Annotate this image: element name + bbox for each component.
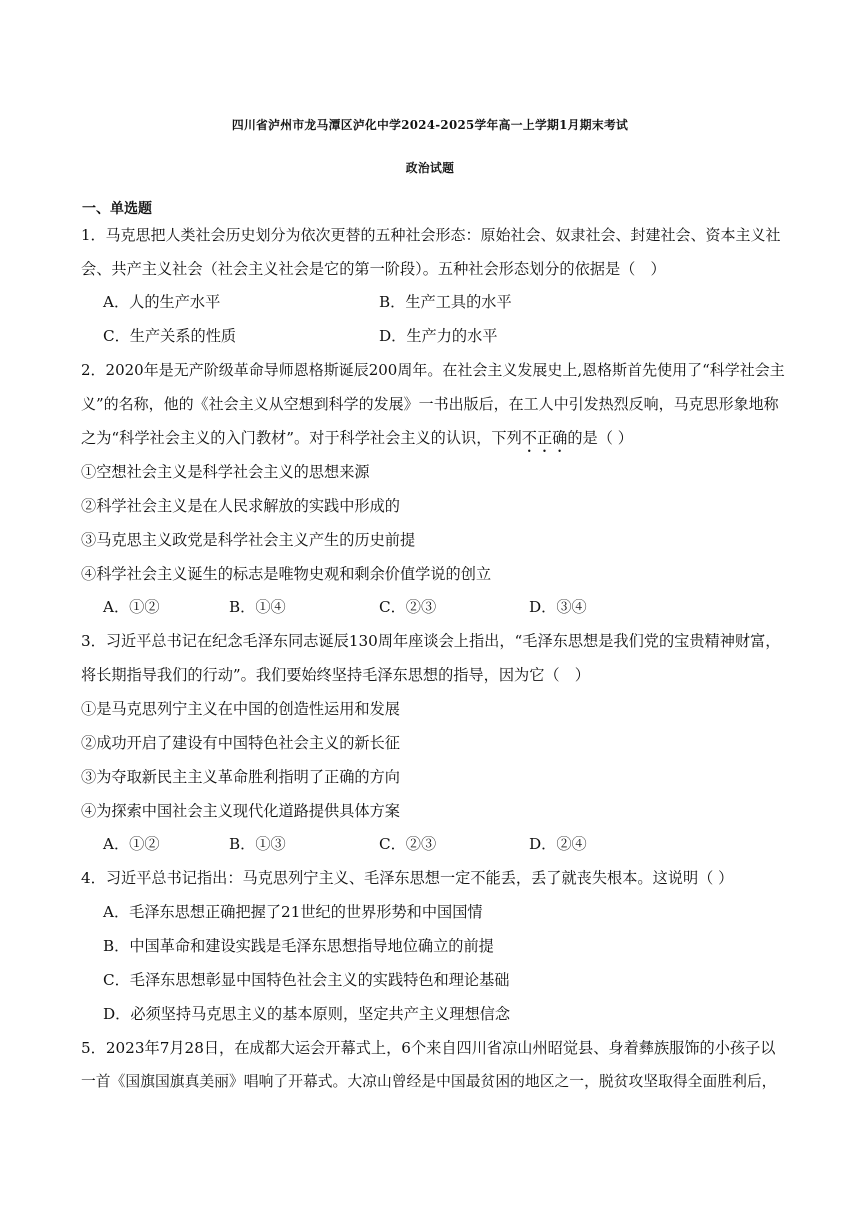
question-3-option-b: B．①③ [229,835,286,853]
question-3-option-c: C．②③ [379,835,437,853]
question-2-item-2: ②科学社会主义是在人民求解放的实践中形成的 [81,497,400,515]
question-3-text-line-2: 将长期指导我们的行动”。我们要始终坚持毛泽东思想的指导，因为它（ ） [81,666,590,684]
question-3-option-a: A．①② [103,835,160,853]
question-1-option-b: B．生产工具的水平 [379,293,512,311]
question-3-text-line-1: 3．习近平总书记在纪念毛泽东同志诞辰130周年座谈会上指出，“毛泽东思想是我们党的宝贵精神财富， [81,632,781,650]
question-3-item-1: ①是马克思列宁主义在中国的创造性运用和发展 [81,700,400,718]
question-2-option-a: A．①② [103,598,160,616]
question-4-text-line-1: 4．习近平总书记指出：马克思列宁主义、毛泽东思想一定不能丢，丢了就丧失根本。这说明（ ） [81,869,734,887]
question-2-item-1: ①空想社会主义是科学社会主义的思想来源 [81,463,370,481]
question-2-text-line-2: 义”的名称，他的《社会主义从空想到科学的发展》一书出版后，在工人中引发热烈反响，马克思形象地称 [81,395,779,413]
question-5-text-line-1: 5．2023年7月28日，在成都大运会开幕式上，6个来自四川省凉山州昭觉县、身着彝族服饰的小孩子以 [81,1039,776,1057]
question-1-text-line-1: 1．马克思把人类社会历史划分为依次更替的五种社会形态：原始社会、奴隶社会、封建社会、资本主义社 [81,226,781,244]
question-2-item-4: ④科学社会主义诞生的标志是唯物史观和剩余价值学说的创立 [81,565,492,583]
question-3-item-4: ④为探索中国社会主义现代化道路提供具体方案 [81,802,400,820]
question-2-item-3: ③马克思主义政党是科学社会主义产生的历史前提 [81,531,416,549]
question-3-item-3: ③为夺取新民主主义革命胜利指明了正确的方向 [81,768,400,786]
exam-title: 四川省泸州市龙马潭区泸化中学2024-2025学年高一上学期1月期末考试 [231,118,629,132]
question-2-text-line-3-start: 之为“科学社会主义的入门教材”。对于科学社会主义的认识，下列 [81,429,522,447]
question-4-option-b: B．中国革命和建设实践是毛泽东思想指导地位确立的前提 [103,937,494,955]
question-2-option-b: B．①④ [229,598,286,616]
question-2-text-line-3-end: 的是（ ） [567,429,633,447]
question-2-option-d: D．③④ [529,598,587,616]
question-3-item-2: ②成功开启了建设有中国特色社会主义的新长征 [81,734,400,752]
question-1-text-line-2: 会、共产主义社会（社会主义社会是它的第一阶段）。五种社会形态划分的依据是（ ） [81,260,666,278]
question-1-option-a: A．人的生产水平 [103,293,221,311]
question-2-text-line-1: 2．2020年是无产阶级革命导师恩格斯诞辰200周年。在社会主义发展史上,恩格斯首先使用了“科学社会主 [81,361,785,379]
question-2-emphasis: 不正确 [521,429,568,447]
question-5-text-line-2: 一首《国旗国旗真美丽》唱响了开幕式。大凉山曾经是中国最贫困的地区之一，脱贫攻坚取得全面胜利后， [81,1073,777,1090]
question-2-option-c: C．②③ [379,598,437,616]
question-3-option-d: D．②④ [529,835,587,853]
question-1-option-d: D．生产力的水平 [379,327,498,345]
question-4-option-c: C．毛泽东思想彰显中国特色社会主义的实践特色和理论基础 [103,971,510,989]
exam-subject: 政治试题 [405,161,455,175]
question-4-option-a: A．毛泽东思想正确把握了21世纪的世界形势和中国国情 [103,903,483,921]
section-heading: 一、单选题 [82,201,152,217]
question-4-option-d: D．必须坚持马克思主义的基本原则，坚定共产主义理想信念 [103,1005,511,1023]
question-1-option-c: C．生产关系的性质 [103,327,237,345]
question-2-text-line-3 [81,428,633,456]
